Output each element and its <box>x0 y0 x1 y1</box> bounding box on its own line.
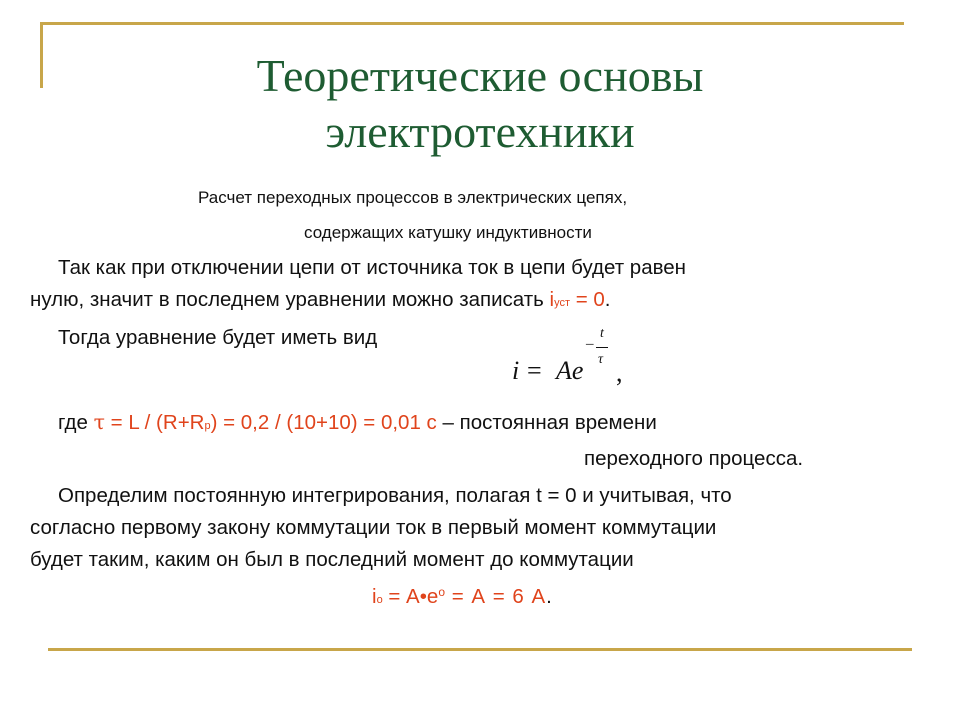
paragraph-1-text: нулю, значит в последнем уравнении можно записать <box>30 288 550 311</box>
final-i-symbol: i <box>372 585 377 608</box>
exponent-fraction-bar <box>596 347 608 348</box>
paragraph-4-line-3: будет таким, каким он был в последний момент до коммутации <box>30 548 634 571</box>
frame-vertical-line <box>40 22 43 88</box>
final-expression <box>372 585 546 608</box>
final-period: . <box>546 585 552 608</box>
tau-symbol: τ <box>93 410 105 434</box>
subtitle-line-1: Расчет переходных процессов в электрических цепях, <box>198 188 628 207</box>
formula-lhs: i <box>512 356 520 385</box>
r-subscript: р <box>204 420 211 432</box>
paragraph-3-line-2: переходного процесса. <box>584 447 804 470</box>
period: . <box>604 288 611 311</box>
tau-expression-part-2: ) = 0,2 / (10+10) = 0,01 с <box>210 411 437 434</box>
exponent-t: t <box>600 326 604 341</box>
tau-expression-part-1: = L / (R+R <box>104 411 205 434</box>
subtitle-line-2: содержащих катушку индуктивности <box>304 223 592 242</box>
tau-expression <box>94 411 437 434</box>
equals-zero: = 0 <box>570 288 605 311</box>
i-ust-expression <box>550 288 605 311</box>
final-o-subscript: о <box>376 594 383 606</box>
formula-equals: = <box>527 356 542 385</box>
paragraph-1-line-1: Так как при отключении цепи от источника ток в цепи будет равен <box>58 256 686 279</box>
exponent-tau: τ <box>598 352 604 367</box>
paragraph-3-line-1 <box>58 410 657 435</box>
time-constant-text: – постоянная времени <box>436 411 657 434</box>
final-o-superscript: о <box>438 585 445 599</box>
title-line-2: электротехники <box>325 106 635 157</box>
title-line-1: Теоретические основы <box>256 50 704 101</box>
exponent-minus: – <box>586 336 594 352</box>
i-symbol: i <box>549 288 555 311</box>
paragraph-2: Тогда уравнение будет иметь вид <box>58 326 378 349</box>
final-expression-part-1: = A•e <box>382 585 439 608</box>
final-equation <box>372 585 552 609</box>
frame-top-line <box>40 22 904 25</box>
where-word: где <box>58 411 94 434</box>
ust-subscript: уст <box>554 297 571 309</box>
paragraph-1-line-2 <box>30 288 610 312</box>
frame-bottom-line <box>48 648 912 651</box>
paragraph-4-line-2: согласно первому закону коммутации ток в первый момент коммутации <box>30 516 717 539</box>
final-expression-part-2: = А = 6 А <box>445 585 547 608</box>
formula-rhs: Ae <box>556 356 584 385</box>
formula-comma: , <box>616 358 623 387</box>
slide-title <box>150 48 810 160</box>
paragraph-4-line-1: Определим постоянную интегрирования, полагая t = 0 и учитывая, что <box>58 484 732 507</box>
